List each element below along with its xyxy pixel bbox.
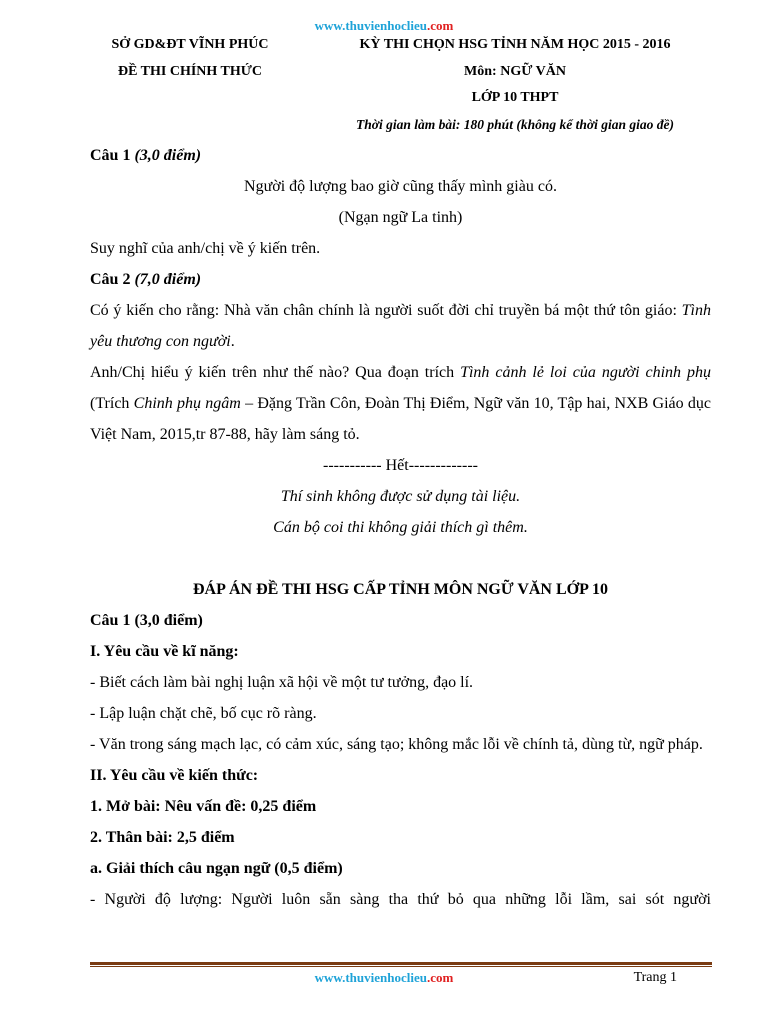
subject-label: Môn: NGỮ VĂN <box>464 64 566 79</box>
site-domain: .com <box>426 970 454 985</box>
knowledge-heading: II. Yêu cầu về kiến thức: <box>90 767 259 784</box>
answer-title: ĐÁP ÁN ĐỀ THI HSG CẤP TỈNH MÔN NGỮ VĂN LỚP 10 <box>192 581 608 598</box>
proctor-note: Cán bộ coi thi không giải thích gì thêm. <box>273 519 528 536</box>
knowledge-subitem: a. Giải thích câu ngạn ngữ (0,5 điểm) <box>90 860 343 877</box>
skill-item: - Biết cách làm bài nghị luận xã hội về một tư tưởng, đạo lí. <box>90 674 474 691</box>
knowledge-item: 1. Mở bài: Nêu vấn đề: 0,25 điểm <box>90 798 317 815</box>
exam-title: KỲ THI CHỌN HSG TỈNH NĂM HỌC 2015 - 2016 <box>359 37 671 52</box>
question-1-source: (Ngạn ngữ La tinh) <box>338 209 463 226</box>
knowledge-item: 2. Thân bài: 2,5 điểm <box>90 829 235 846</box>
question-1-heading: Câu 1 (3,0 điểm) <box>90 147 202 164</box>
answer-q1-heading: Câu 1 (3,0 điểm) <box>90 612 203 629</box>
department-name: SỞ GD&ĐT VĨNH PHÚC <box>111 37 269 52</box>
page-number: Trang 1 <box>633 970 677 985</box>
question-2-paragraph-1: Có ý kiến cho rằng: Nhà văn chân chính là người suốt đời chỉ truyền bá một thứ tôn giáo: Tình yêu thương con người. <box>90 302 711 350</box>
question-1-prompt: Suy nghĩ của anh/chị về ý kiến trên. <box>90 240 321 257</box>
knowledge-text: - Người độ lượng: Người luôn sẵn sàng tha thứ bỏ qua những lỗi lầm, sai sót người <box>90 891 711 908</box>
skills-heading: I. Yêu cầu về kĩ năng: <box>90 643 239 660</box>
document-body <box>90 140 711 915</box>
time-limit: Thời gian làm bài: 180 phút (không kể thời gian giao đề) <box>356 117 674 132</box>
grade-label: LỚP 10 THPT <box>471 90 559 105</box>
footer-divider <box>90 962 712 967</box>
skill-item: - Lập luận chặt chẽ, bố cục rõ ràng. <box>90 705 317 722</box>
question-2-paragraph-2: Anh/Chị hiểu ý kiến trên như thế nào? Qua đoạn trích Tình cảnh lẻ loi của người chinh phụ (Trích Chinh phụ ngâm – Đặng Trần Côn, Đoàn Thị Điểm, Ngữ văn 10, Tập hai, NXB Giáo dục Việt Nam, 2015,tr 87-88, hãy làm sáng tỏ. <box>90 364 711 443</box>
skill-item: - Văn trong sáng mạch lạc, có cảm xúc, sáng tạo; không mắc lỗi về chính tả, dùng từ, ngữ pháp. <box>90 736 703 753</box>
question-2-heading: Câu 2 (7,0 điểm) <box>90 271 202 288</box>
official-exam-label: ĐỀ THI CHÍNH THỨC <box>117 64 263 79</box>
site-watermark-top[interactable] <box>0 18 768 34</box>
question-1-quote: Người độ lượng bao giờ cũng thấy mình giàu có. <box>244 178 557 195</box>
site-name: www.thuvienhoclieu <box>314 18 427 33</box>
site-name: www.thuvienhoclieu <box>314 970 427 985</box>
candidate-note: Thí sinh không được sử dụng tài liệu. <box>280 488 521 505</box>
end-divider: ----------- Hết------------- <box>323 457 478 474</box>
site-domain: .com <box>426 18 454 33</box>
